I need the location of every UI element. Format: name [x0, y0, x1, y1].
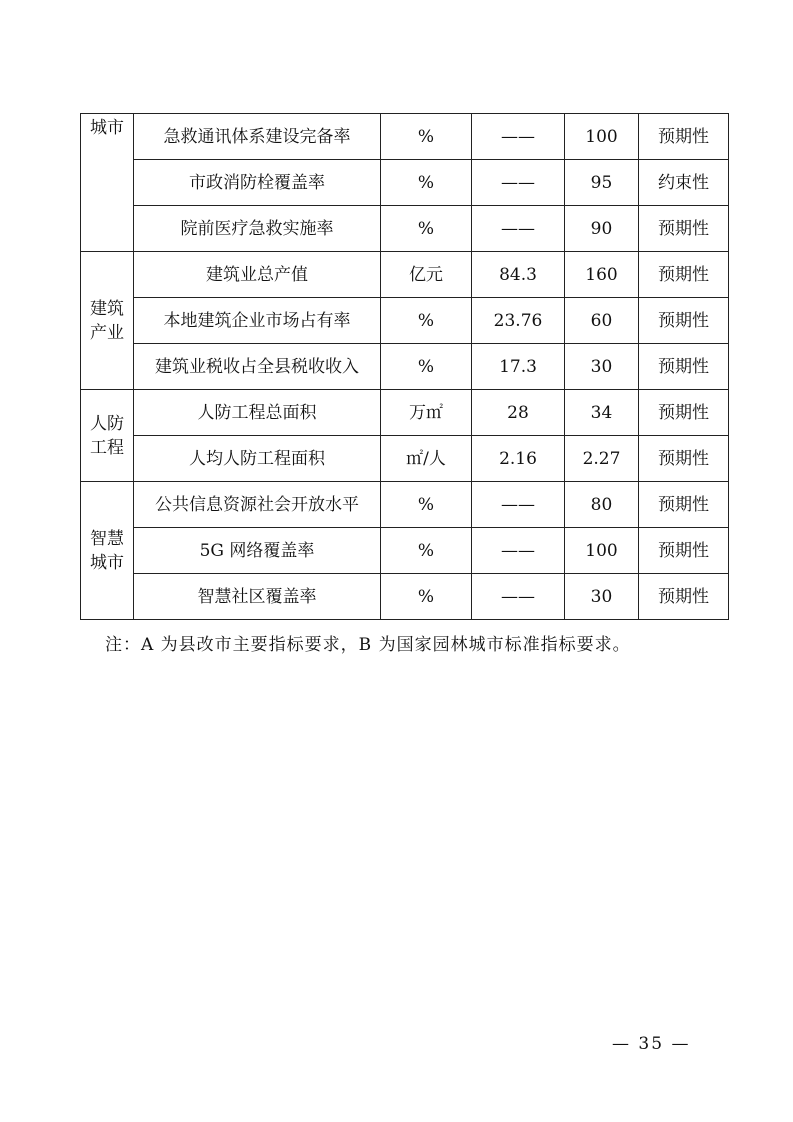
indicator-base-value: ——: [472, 482, 565, 528]
indicator-nature: 预期性: [639, 206, 729, 252]
table-row: [81, 252, 729, 298]
indicator-name: 院前医疗急救实施率: [134, 206, 381, 252]
indicator-nature: 预期性: [639, 344, 729, 390]
indicator-unit: 亿元: [381, 252, 472, 298]
table-row: [81, 298, 729, 344]
table-row: [81, 574, 729, 620]
category-cell: [81, 482, 134, 620]
category-label: 建筑产业: [90, 298, 124, 343]
table-row: [81, 206, 729, 252]
indicator-base-value: ——: [472, 528, 565, 574]
indicator-name: 建筑业税收占全县税收收入: [134, 344, 381, 390]
indicator-base-value: 17.3: [472, 344, 565, 390]
indicator-nature: 预期性: [639, 114, 729, 160]
indicator-target-value: 80: [565, 482, 639, 528]
page-number: — 35 —: [612, 1034, 691, 1054]
category-cell: [81, 114, 134, 252]
indicator-name: 5G 网络覆盖率: [134, 528, 381, 574]
indicator-target-value: 90: [565, 206, 639, 252]
indicator-name: 本地建筑企业市场占有率: [134, 298, 381, 344]
indicator-base-value: ——: [472, 206, 565, 252]
indicator-unit: 万㎡: [381, 390, 472, 436]
table-row: [81, 160, 729, 206]
indicator-name: 建筑业总产值: [134, 252, 381, 298]
indicator-target-value: 160: [565, 252, 639, 298]
indicator-unit: %: [381, 206, 472, 252]
indicator-name: 智慧社区覆盖率: [134, 574, 381, 620]
indicator-name: 人均人防工程面积: [134, 436, 381, 482]
indicator-unit: %: [381, 114, 472, 160]
indicator-target-value: 100: [565, 114, 639, 160]
table-row: [81, 482, 729, 528]
indicator-unit: %: [381, 528, 472, 574]
indicator-unit: %: [381, 482, 472, 528]
category-label: 人防工程: [90, 413, 124, 458]
table-footnote: 注：A 为县改市主要指标要求，B 为国家园林城市标准指标要求。: [105, 635, 631, 655]
indicator-target-value: 100: [565, 528, 639, 574]
category-cell: [81, 390, 134, 482]
indicator-unit: %: [381, 160, 472, 206]
indicator-base-value: 23.76: [472, 298, 565, 344]
indicator-base-value: ——: [472, 160, 565, 206]
indicator-name: 市政消防栓覆盖率: [134, 160, 381, 206]
category-cell: [81, 252, 134, 390]
indicator-base-value: ——: [472, 114, 565, 160]
indicator-unit: ㎡/人: [381, 436, 472, 482]
indicator-unit: %: [381, 574, 472, 620]
indicator-table: [80, 113, 729, 620]
table-row: [81, 390, 729, 436]
indicator-unit: %: [381, 344, 472, 390]
indicator-nature: 预期性: [639, 390, 729, 436]
indicator-target-value: 30: [565, 344, 639, 390]
indicator-base-value: ——: [472, 574, 565, 620]
indicator-nature: 预期性: [639, 252, 729, 298]
indicator-base-value: 2.16: [472, 436, 565, 482]
table-row: [81, 436, 729, 482]
indicator-nature: 预期性: [639, 482, 729, 528]
indicator-nature: 预期性: [639, 436, 729, 482]
indicator-target-value: 34: [565, 390, 639, 436]
indicator-nature: 预期性: [639, 574, 729, 620]
indicator-nature: 预期性: [639, 528, 729, 574]
indicator-unit: %: [381, 298, 472, 344]
indicator-target-value: 30: [565, 574, 639, 620]
indicator-name: 急救通讯体系建设完备率: [134, 114, 381, 160]
indicator-nature: 预期性: [639, 298, 729, 344]
indicator-nature: 约束性: [639, 160, 729, 206]
indicator-target-value: 95: [565, 160, 639, 206]
table-row: [81, 114, 729, 160]
indicator-target-value: 2.27: [565, 436, 639, 482]
table-row: [81, 344, 729, 390]
indicator-base-value: 28: [472, 390, 565, 436]
indicator-name: 公共信息资源社会开放水平: [134, 482, 381, 528]
category-label: 智慧城市: [90, 528, 124, 573]
table-row: [81, 528, 729, 574]
indicator-base-value: 84.3: [472, 252, 565, 298]
indicator-target-value: 60: [565, 298, 639, 344]
category-label: 城市: [90, 118, 124, 138]
indicator-name: 人防工程总面积: [134, 390, 381, 436]
